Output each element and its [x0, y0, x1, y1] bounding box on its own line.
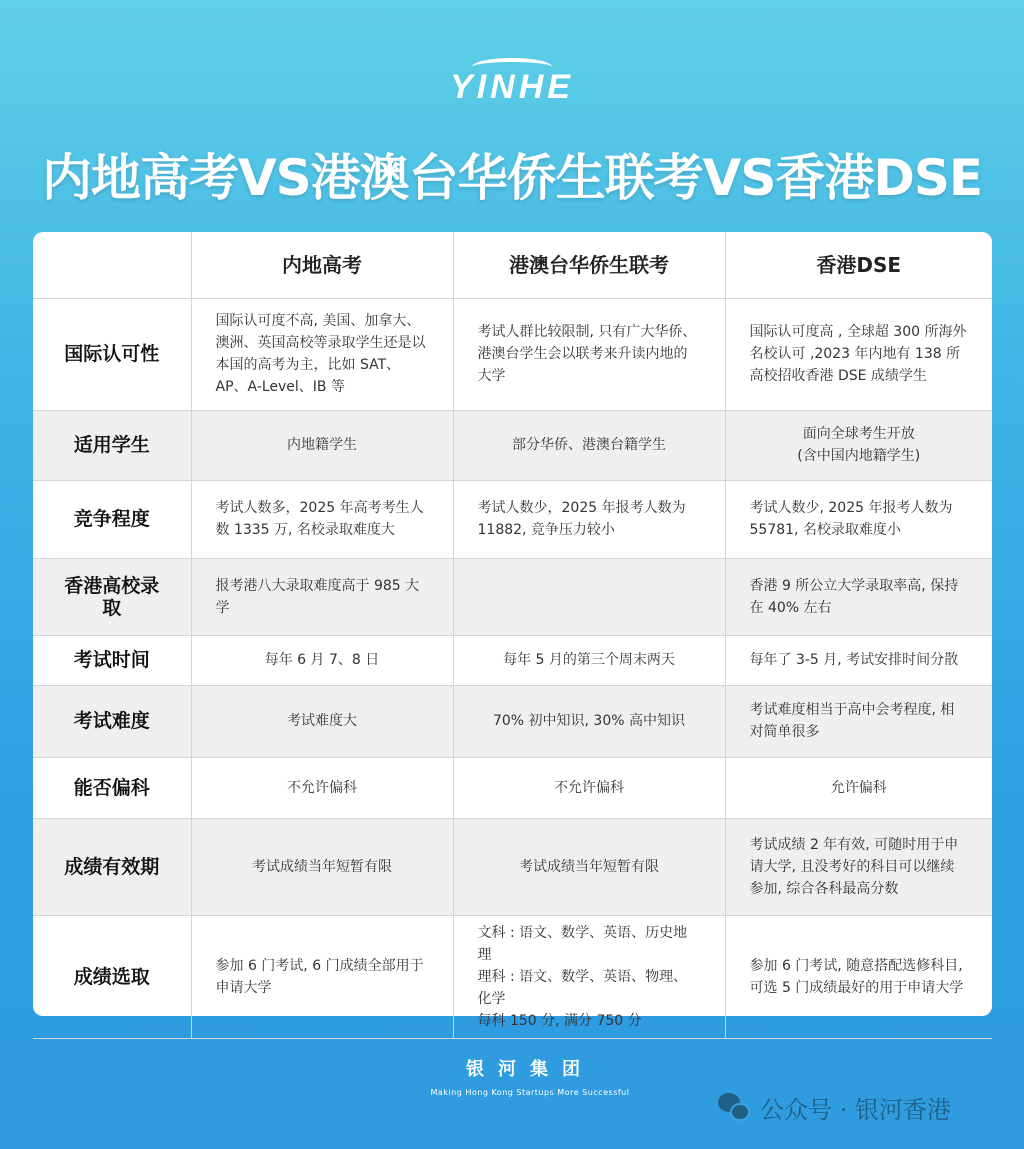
table-cell: 面向全球考生开放 (含中国内地籍学生) [725, 410, 992, 480]
table-cell: 部分华侨、港澳台籍学生 [453, 410, 725, 480]
logo-text: YINHE [450, 68, 574, 106]
table-row [33, 915, 992, 1038]
header-blank [33, 232, 191, 298]
table-cell: 国际认可度高 , 全球超 300 所海外名校认可 ,2023 年内地有 138 所高校招收香港 DSE 成绩学生 [725, 298, 992, 410]
company-slogan: Making Hong Kong Startups More Successful [430, 1088, 630, 1097]
table-cell: 考试难度相当于高中会考程度, 相对简单很多 [725, 685, 992, 757]
row-label: 香港高校录取 [33, 558, 191, 635]
table-cell: 允许偏科 [725, 757, 992, 818]
table-row [33, 635, 992, 685]
table-cell: 考试人数少，2025 年报考人数为 11882, 竞争压力较小 [453, 480, 725, 558]
wechat-account [718, 1090, 951, 1125]
row-label: 成绩选取 [33, 915, 191, 1038]
table-cell: 考试人群比较限制, 只有广大华侨、港澳台学生会以联考来升读内地的大学 [453, 298, 725, 410]
header-dse: 香港DSE [725, 232, 992, 298]
header-gaokao: 内地高考 [191, 232, 453, 298]
table-row [33, 410, 992, 480]
table-cell: 考试人数多，2025 年高考考生人数 1335 万, 名校录取难度大 [191, 480, 453, 558]
header-joint-exam: 港澳台华侨生联考 [453, 232, 725, 298]
table-header-row [33, 232, 992, 298]
table-cell: 考试人数少, 2025 年报考人数为 55781, 名校录取难度小 [725, 480, 992, 558]
table-row [33, 685, 992, 757]
row-label: 国际认可性 [33, 298, 191, 410]
wechat-icon [718, 1093, 752, 1123]
table-row [33, 480, 992, 558]
table-cell: 香港 9 所公立大学录取率高, 保持在 40% 左右 [725, 558, 992, 635]
table-cell: 每年 5 月的第三个周末两天 [453, 635, 725, 685]
table-cell: 不允许偏科 [453, 757, 725, 818]
table-cell: 考试成绩 2 年有效, 可随时用于申请大学, 且没考好的科目可以继续参加, 综合各科最高分数 [725, 818, 992, 915]
yinhe-logo [0, 58, 1024, 107]
row-label: 竞争程度 [33, 480, 191, 558]
row-label: 适用学生 [33, 410, 191, 480]
table-cell: 参加 6 门考试, 随意搭配选修科目, 可选 5 门成绩最好的用于申请大学 [725, 915, 992, 1038]
page-title: 内地高考VS港澳台华侨生联考VS香港DSE [41, 149, 983, 207]
table-cell: 国际认可度不高, 美国、加拿大、澳洲、英国高校等录取学生还是以本国的高考为主，比如 SAT、AP、A-Level、IB 等 [191, 298, 453, 410]
table-row [33, 757, 992, 818]
company-name: 银河集团 [466, 1059, 594, 1080]
row-label: 考试时间 [33, 635, 191, 685]
table-cell: 考试成绩当年短暂有限 [191, 818, 453, 915]
row-label: 成绩有效期 [33, 818, 191, 915]
table-cell: 参加 6 门考试, 6 门成绩全部用于申请大学 [191, 915, 453, 1038]
table-row [33, 558, 992, 635]
table-cell: 不允许偏科 [191, 757, 453, 818]
table-cell: 每年 6 月 7、8 日 [191, 635, 453, 685]
table-row [33, 818, 992, 915]
table-cell: 考试成绩当年短暂有限 [453, 818, 725, 915]
table-cell: 报考港八大录取难度高于 985 大学 [191, 558, 453, 635]
comparison-table [33, 232, 992, 1039]
table-row [33, 298, 992, 410]
table-cell: 内地籍学生 [191, 410, 453, 480]
row-label: 考试难度 [33, 685, 191, 757]
table-cell: 每年了 3-5 月, 考试安排时间分散 [725, 635, 992, 685]
table-cell: 70% 初中知识, 30% 高中知识 [453, 685, 725, 757]
table-cell: 文科 : 语文、数学、英语、历史地理 理科 : 语文、数学、英语、物理、化学 每科 150 分, 满分 750 分 [453, 915, 725, 1038]
wechat-account-label: 公众号 · 银河香港 [760, 1096, 951, 1124]
row-label: 能否偏科 [33, 757, 191, 818]
comparison-table-card [33, 232, 992, 1029]
table-cell [453, 558, 725, 635]
table-cell: 考试难度大 [191, 685, 453, 757]
